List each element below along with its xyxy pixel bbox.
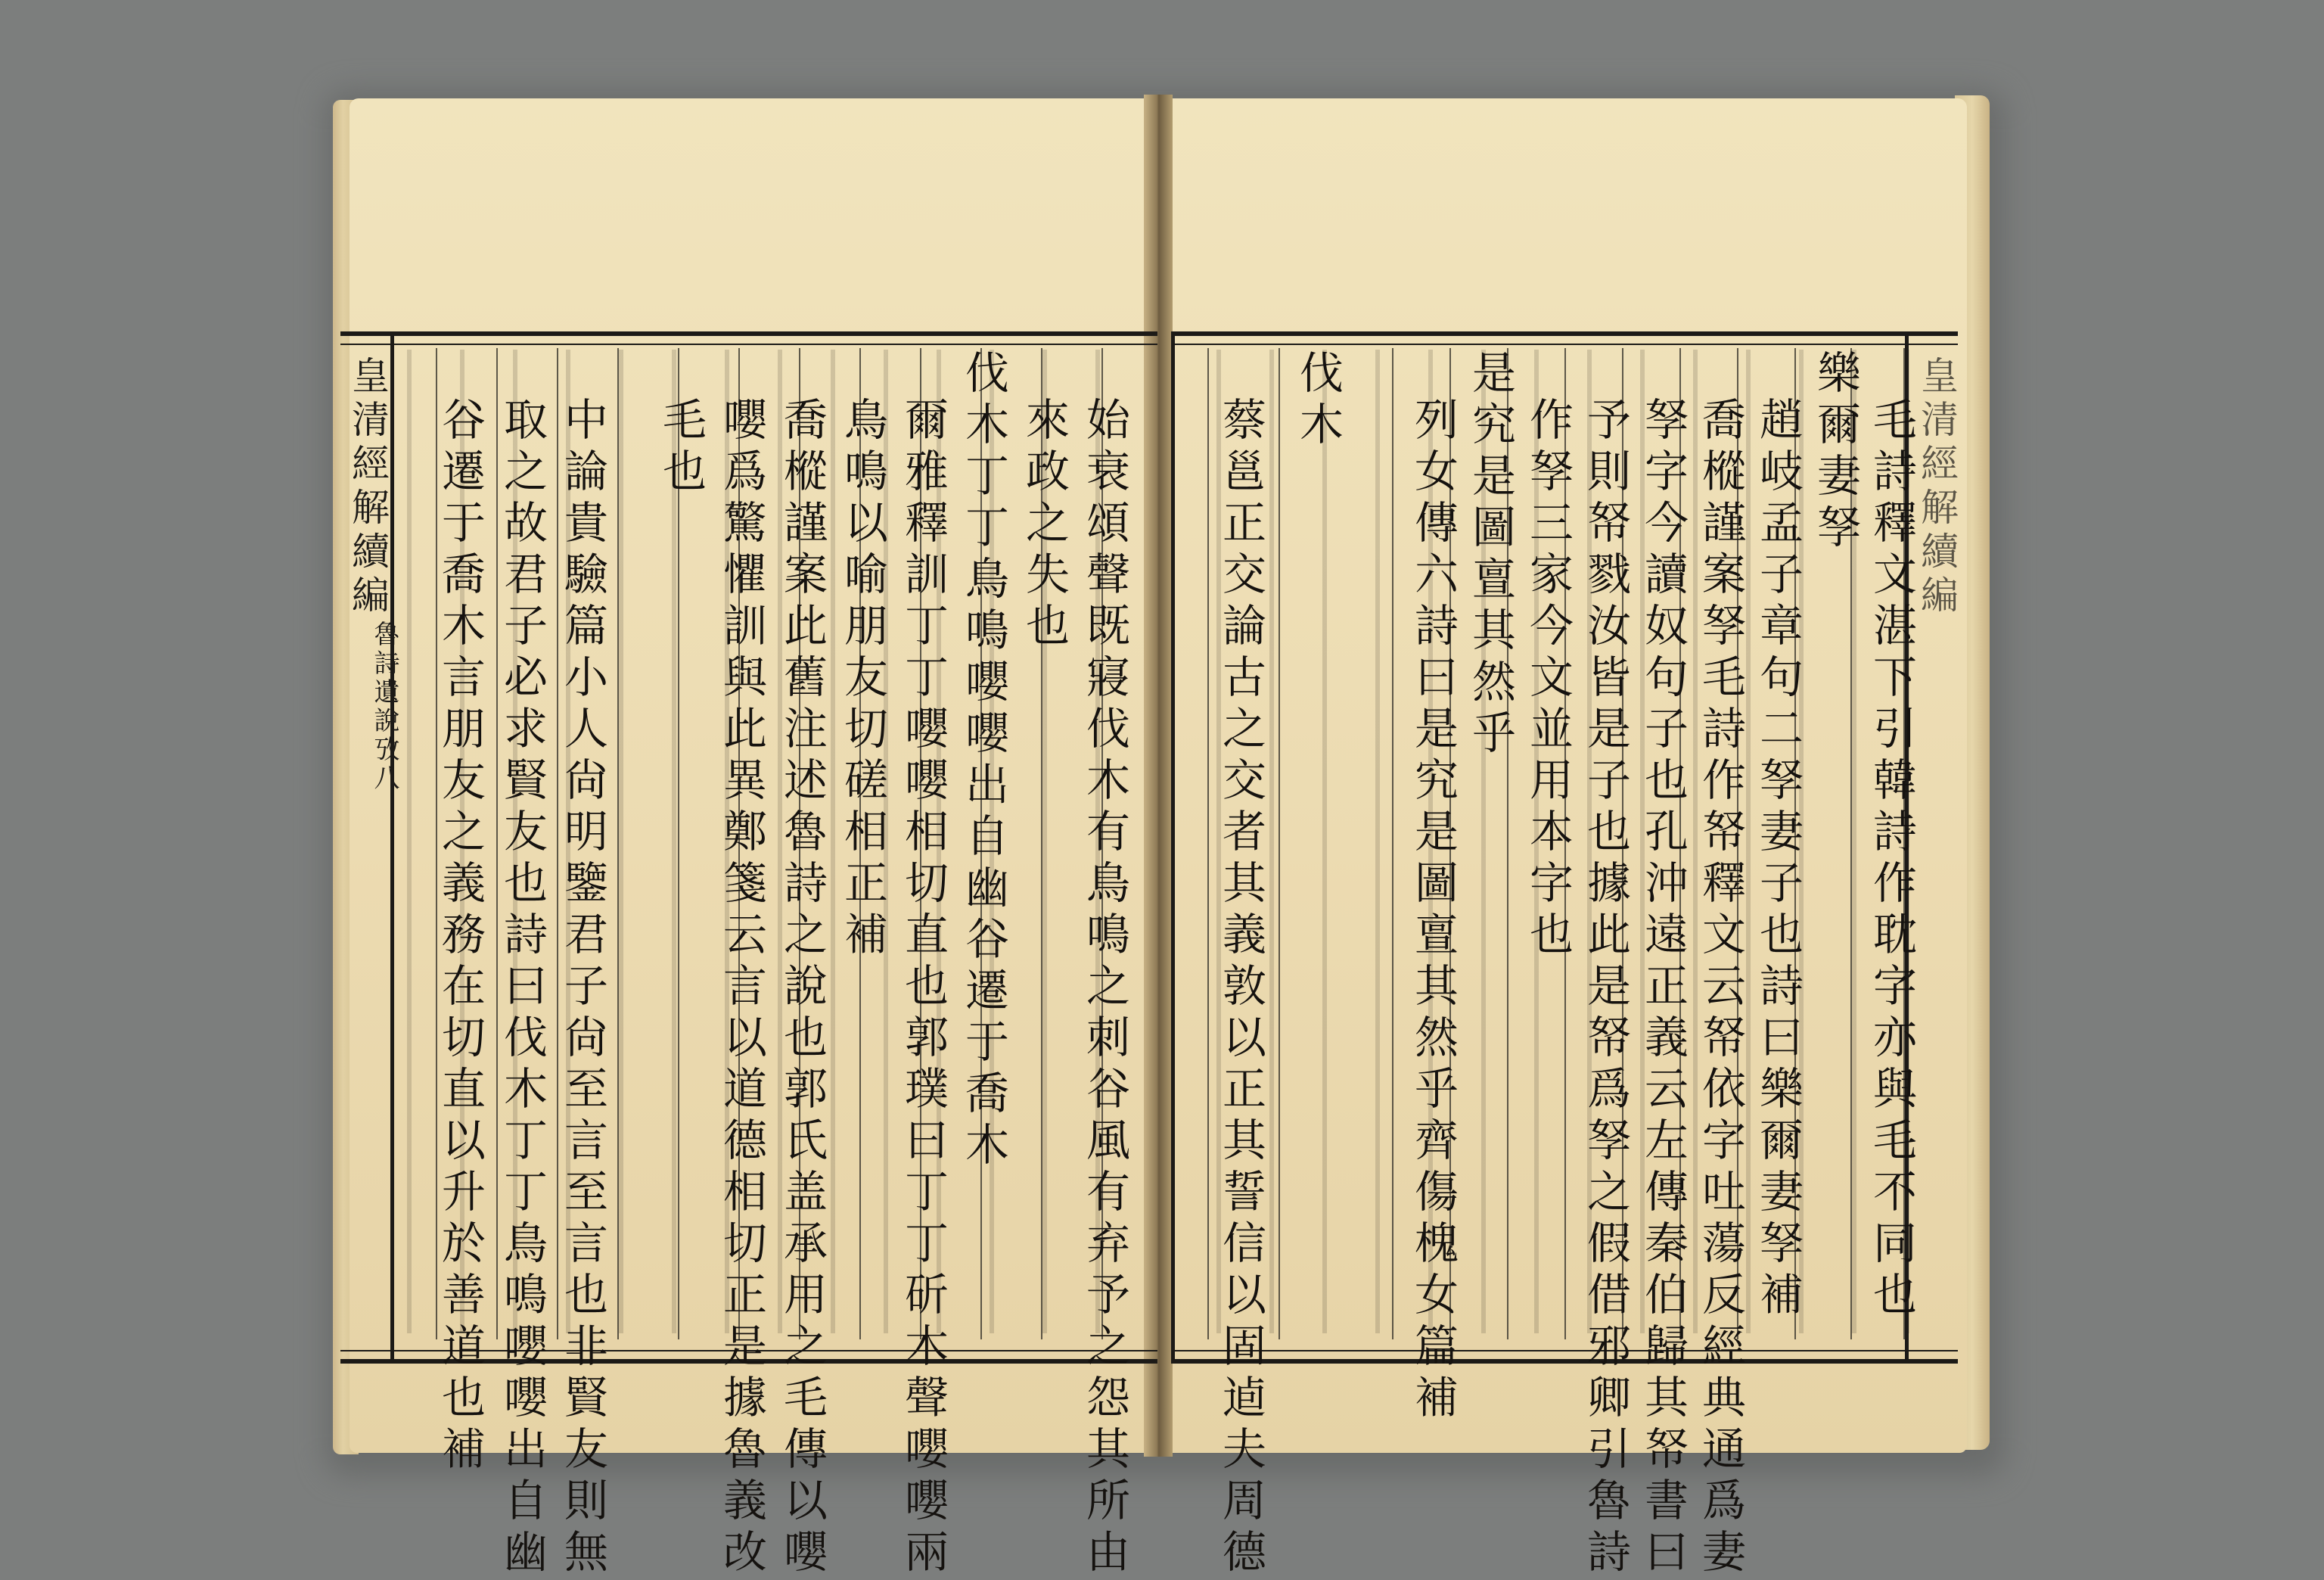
column-rule xyxy=(617,348,619,1339)
left-margin-rule xyxy=(390,336,394,1359)
left-column-10: 取之故君子必求賢友也詩曰伐木丁丁鳥鳴嚶嚶出自幽 xyxy=(496,397,548,1580)
right-column-10: 伐木 xyxy=(1292,350,1344,453)
column-rule xyxy=(557,348,558,1339)
right-column-4: 喬樅謹案孥毛詩作帑釋文云帑依字吐蕩反經典通爲妻 xyxy=(1695,397,1746,1580)
right-column-8: 是究是圖亶其然乎 xyxy=(1465,350,1516,761)
right-column-3: 趙岐孟子章句二孥妻子也詩曰樂爾妻孥補 xyxy=(1752,397,1804,1323)
left-margin-section: 魯詩遺說攷八 xyxy=(369,620,399,793)
column-rule xyxy=(496,348,498,1339)
right-margin-title: 皇清經解續編 xyxy=(1915,356,1959,619)
left-column-4: 爾雅釋訓丁丁嚶嚶相切直也郭璞曰丁丁斫木聲嚶嚶兩 xyxy=(897,397,949,1580)
left-column-1: 始衰頌聲既寢伐木有鳥鳴之刺谷風有弃予之怨其所由 xyxy=(1079,397,1130,1580)
left-column-11: 谷遷于喬木言朋友之義務在切直以升於善道也補 xyxy=(434,397,486,1477)
left-column-7: 嚶爲驚懼訓與此異鄭箋云言以道德相切正是據魯義改 xyxy=(716,397,767,1580)
column-rule xyxy=(436,348,437,1339)
left-column-3: 伐木丁丁鳥鳴嚶嚶出自幽谷遷于喬木 xyxy=(958,350,1009,1173)
column-rule xyxy=(1392,348,1393,1339)
right-frame-left-rule xyxy=(1171,336,1175,1359)
column-rule xyxy=(1279,348,1280,1339)
left-column-9: 中論貴驗篇小人尙明鑒君子尙至言至言也非賢友則無 xyxy=(557,397,608,1580)
column-rule xyxy=(1207,348,1209,1339)
left-column-6: 喬樅謹案此舊注述魯詩之說也郭氏盖承用之毛傳以嚶 xyxy=(776,397,828,1580)
right-column-9: 列女傳六詩曰是究是圖亶其然乎齊傷槐女篇補 xyxy=(1407,397,1459,1426)
left-column-5: 鳥鳴以喻朋友切磋相正補 xyxy=(837,397,888,963)
right-column-1: 毛詩釋文湛下引韓詩作耽字亦與毛不同也 xyxy=(1866,397,1917,1323)
left-margin-title: 皇清經解續編 xyxy=(346,356,390,619)
right-column-2: 樂爾妻孥 xyxy=(1810,350,1861,555)
right-column-5: 孥字今讀奴句子也孔沖遠正義云左傳秦伯歸其帑書曰 xyxy=(1637,397,1689,1580)
left-column-2: 來政之失也 xyxy=(1018,397,1070,654)
right-column-6: 予則帑戮汝皆是子也據此是帑爲孥之假借邪卿引魯詩 xyxy=(1580,397,1631,1580)
right-column-7: 作孥三家今文並用本字也 xyxy=(1522,397,1574,963)
left-column-8: 毛也 xyxy=(655,397,707,499)
right-column-11: 蔡邕正交論古之交者其義敦以正其誓信以固逌夫周德 xyxy=(1215,397,1266,1580)
